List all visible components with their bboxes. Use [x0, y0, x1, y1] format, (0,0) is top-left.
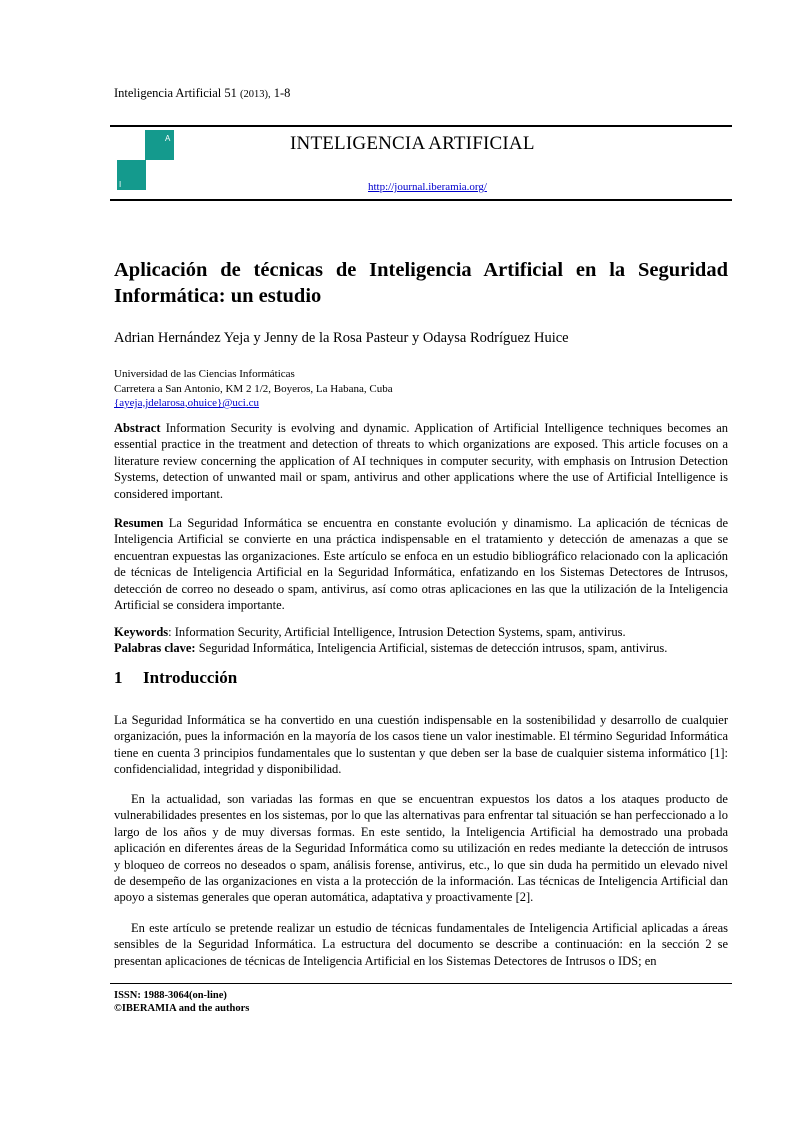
footer-block — [114, 989, 249, 1015]
section-heading — [114, 668, 237, 688]
resumen-label: Resumen — [114, 516, 164, 530]
affiliation-address: Carretera a San Antonio, KM 2 1/2, Boyeros, La Habana, Cuba — [114, 382, 393, 395]
resumen-paragraph — [114, 515, 728, 613]
abstract-paragraph — [114, 420, 728, 502]
keywords-block — [114, 624, 728, 657]
affiliation-block — [114, 367, 393, 411]
logo-square-top — [145, 130, 174, 160]
journal-title: INTELIGENCIA ARTIFICIAL — [290, 133, 535, 154]
paper-authors: Adrian Hernández Yeja y Jenny de la Rosa Pasteur y Odaysa Rodríguez Huice — [114, 330, 569, 346]
footer-copyright: ©IBERAMIA and the authors — [114, 1003, 250, 1014]
header-top-rule — [110, 125, 732, 127]
palabras-clave-text: Seguridad Informática, Inteligencia Artificial, sistemas de detección intrusos, spam, antivirus. — [195, 641, 668, 656]
running-head-volume: 51 — [224, 86, 237, 100]
abstract-text: Information Security is evolving and dynamic. Application of Artificial Intelligence techniques becomes an essential practice in the treatment and detection of threats to which organizations are exposed. This article focuses on a literature review concerning the application of AI techniques in computer security, with emphasis on Intrusion Detection Systems, detection of unwanted mail or spam, antivirus and other applications where the use of Artificial Intelligence is considered important. — [114, 421, 728, 501]
affiliation-university: Universidad de las Ciencias Informáticas — [114, 368, 295, 380]
section-title: Introducción — [143, 668, 238, 687]
affiliation-emails-link[interactable]: {ayeja,jdelarosa,ohuice}@uci.cu — [114, 397, 259, 409]
abstract-label: Abstract — [114, 421, 161, 435]
keywords-line — [114, 624, 728, 640]
logo-letter-a: A — [165, 134, 171, 143]
paper-title: Aplicación de técnicas de Inteligencia Artificial en la Seguridad Informática: un estudio — [114, 259, 728, 307]
body-paragraph: La Seguridad Informática se ha convertido en una cuestión indispensable en la sostenibilidad y desarrollo de cualquier organización, pues la información en la mayoría de los casos tiene un valor inestimable. El término Seguridad Informática tiene en cuenta 3 principios fundamentales que lo sustentan y que deben ser la base de cualquier sistema informático [1]: confidencialidad, integridad y disponibilidad. — [114, 713, 728, 777]
resumen-text: La Seguridad Informática se encuentra en constante evolución y dinamismo. La aplicación de técnicas de Inteligencia Artificial se convierte en una práctica indispensable en el tratamiento y detección de amenazas a que se encuentran expuestas las organizaciones. Este artículo se enfoca en un estudio bibliográfico relacionado con la aplicación de técnicas de Inteligencia Artificial en la Seguridad Informática, enfatizando en los Sistemas Detectores de Intrusos, detección de correo no deseado o spam, antivirus, así como otras aplicaciones en las que la utilización de la Inteligencia Artificial se considera importante. — [114, 516, 728, 613]
journal-logo — [117, 130, 174, 191]
logo-letter-i: I — [119, 180, 122, 189]
running-head-pages: 1-8 — [273, 86, 291, 100]
body-paragraph: En este artículo se pretende realizar un estudio de técnicas fundamentales de Inteligencia Artificial aplicadas a áreas sensibles de la Seguridad Informática. La estructura del documento se describe a continuación: en la sección 2 se presentan aplicaciones de técnicas de Inteligencia Artificial en los Sistemas Detectores de Intrusos o IDS; en — [114, 921, 728, 968]
header-bottom-rule — [110, 199, 732, 201]
running-head-journal: Inteligencia Artificial — [114, 86, 222, 100]
running-head-year: (2013), — [240, 89, 271, 100]
body-paragraph: En la actualidad, son variadas las formas en que se encuentran expuestos los datos a los ataques producto de vulnerabilidades presentes en los sistemas, por lo que las alternativas para enfrentar tal situación se han perfeccionado a lo largo de los años y de muy diversas formas. En este sentido, la Inteligencia Artificial ha demostrado una probada aplicación en diferentes áreas de la Seguridad Informática como su utilización en redes mediante la detección de intrusos y bloqueo de correos no deseados o spam, análisis forense, antivirus, etc., lo que sin duda ha permitido un elevado nivel de desempeño de las organizaciones en vista a la protección de la información. Las técnicas de Inteligencia Artificial dan apoyo a sistemas generales que operan automática, adaptativa y proactivamente [2]. — [114, 792, 728, 905]
running-head — [114, 86, 290, 101]
keywords-text: : Information Security, Artificial Intelligence, Intrusion Detection Systems, spam, antivirus. — [168, 625, 626, 639]
logo-square-bottom — [117, 160, 146, 190]
palabras-clave-label: Palabras clave: — [114, 641, 196, 656]
footer-issn: ISSN: 1988-3064(on-line) — [114, 990, 227, 1001]
palabras-clave-line — [114, 640, 728, 656]
keywords-label: Keywords — [114, 625, 169, 639]
journal-url-link[interactable]: http://journal.iberamia.org/ — [368, 181, 487, 193]
footer-rule — [110, 983, 732, 984]
section-number: 1 — [114, 668, 123, 687]
